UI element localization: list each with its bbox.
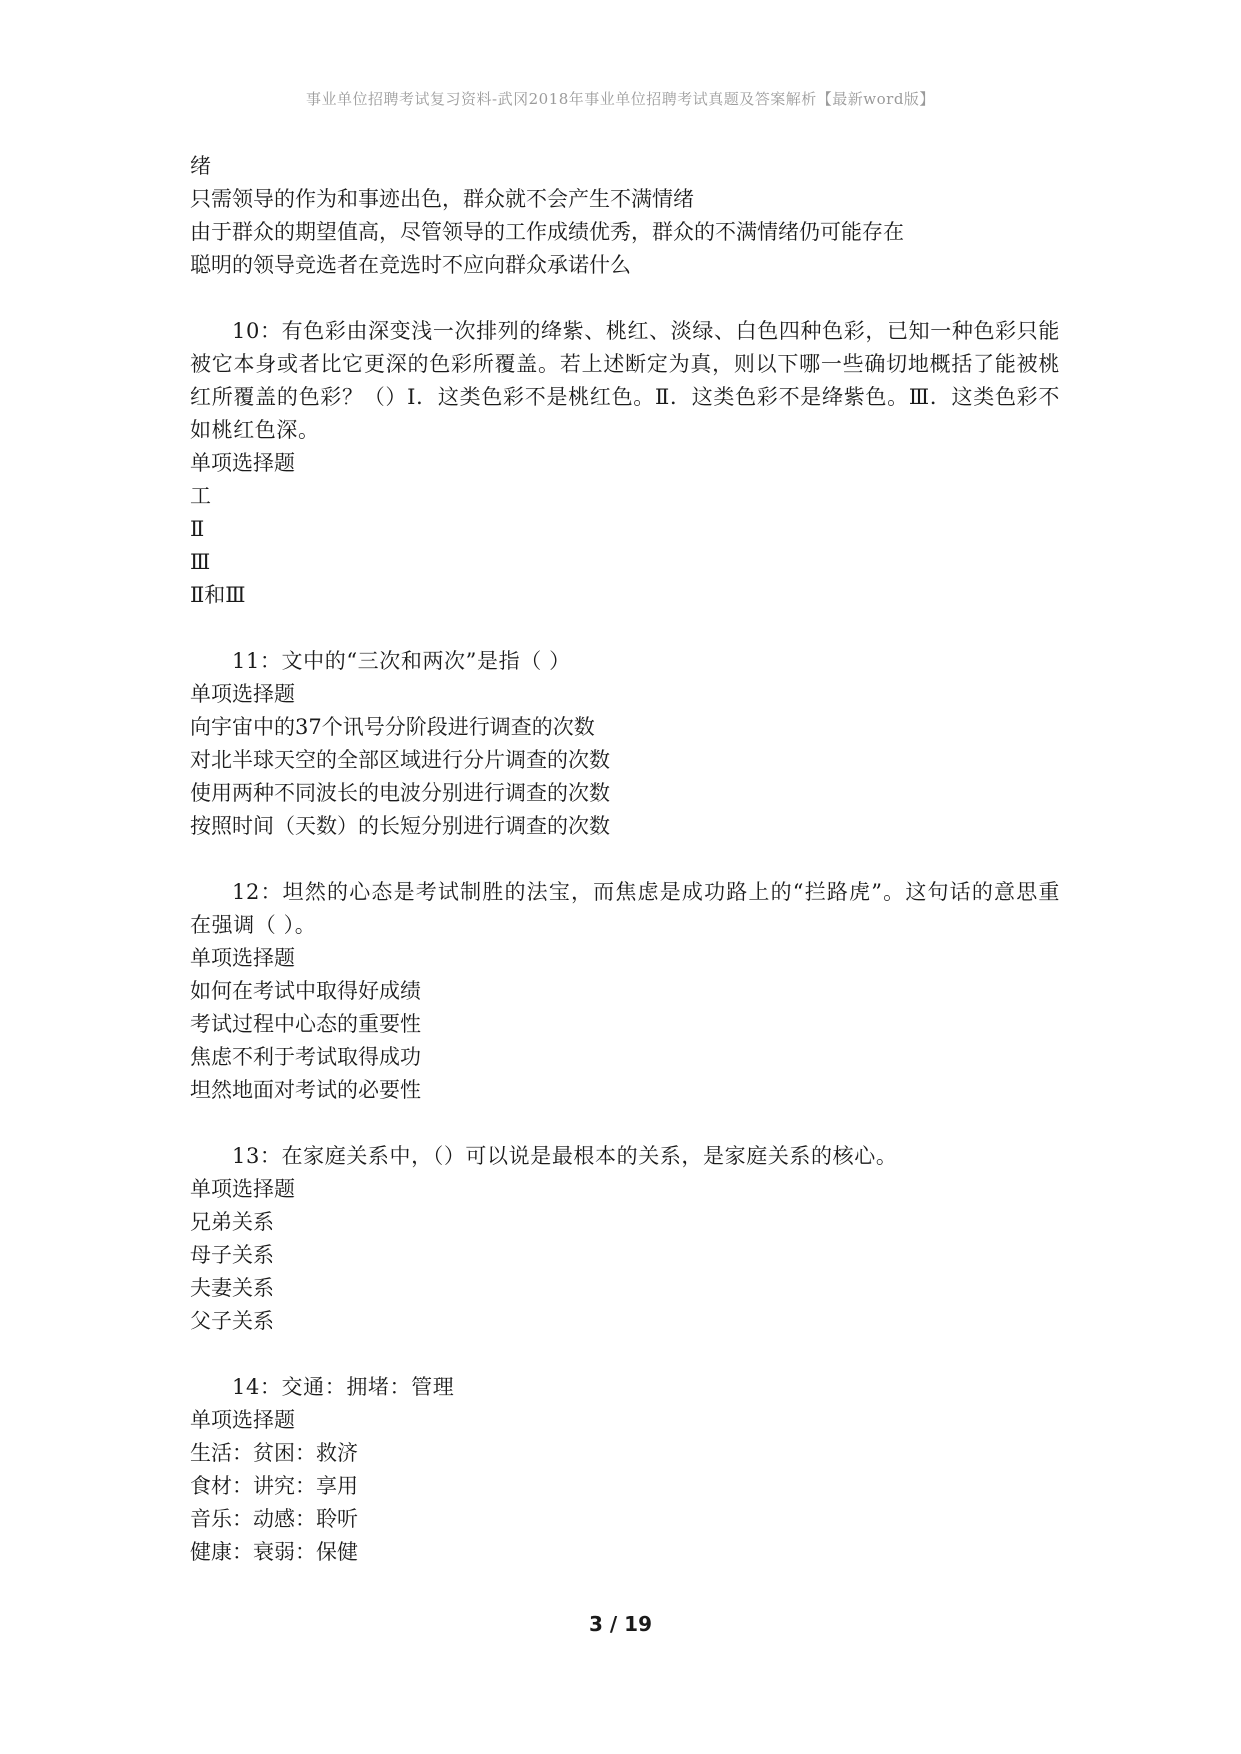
answer-option: 兄弟关系 — [190, 1210, 274, 1234]
answer-option: 如何在考试中取得好成绩 — [190, 979, 421, 1003]
answer-option: 只需领导的作为和事迹出色，群众就不会产生不满情绪 — [190, 187, 694, 211]
answer-option: 按照时间（天数）的长短分别进行调查的次数 — [190, 814, 610, 838]
continuation-line: 绪 — [190, 154, 211, 178]
answer-option: Ⅲ — [190, 550, 211, 574]
answer-option: 由于群众的期望值高，尽管领导的工作成绩优秀，群众的不满情绪仍可能存在 — [190, 220, 904, 244]
answer-option: 母子关系 — [190, 1243, 274, 1267]
continuation-block — [190, 150, 1060, 282]
question-type: 单项选择题 — [190, 451, 295, 475]
answer-option: 焦虑不利于考试取得成功 — [190, 1045, 421, 1069]
answer-option: Ⅱ — [190, 517, 205, 541]
question-text: 12：坦然的心态是考试制胜的法宝，而焦虑是成功路上的“拦路虎”。这句话的意思重在强调（ ）。 — [190, 880, 1060, 937]
answer-option: 食材：讲究：享用 — [190, 1474, 358, 1498]
question-text: 11：文中的“三次和两次”是指（ ） — [232, 649, 571, 673]
question-type: 单项选择题 — [190, 682, 295, 706]
question-11 — [190, 645, 1060, 843]
question-13 — [190, 1140, 1060, 1338]
answer-option: 向宇宙中的37个讯号分阶段进行调查的次数 — [190, 715, 595, 739]
page-header: 事业单位招聘考试复习资料-武冈2018年事业单位招聘考试真题及答案解析【最新word版】 — [306, 90, 935, 108]
answer-option: 使用两种不同波长的电波分别进行调查的次数 — [190, 781, 610, 805]
question-10 — [190, 315, 1060, 612]
answer-option: 坦然地面对考试的必要性 — [190, 1078, 421, 1102]
question-text: 13：在家庭关系中，（）可以说是最根本的关系，是家庭关系的核心。 — [232, 1144, 898, 1168]
answer-option: 健康：衰弱：保健 — [190, 1540, 358, 1564]
answer-option: 考试过程中心态的重要性 — [190, 1012, 421, 1036]
answer-option: 音乐：动感：聆听 — [190, 1507, 358, 1531]
answer-option: 夫妻关系 — [190, 1276, 274, 1300]
question-14 — [190, 1371, 1060, 1569]
question-type: 单项选择题 — [190, 946, 295, 970]
answer-option: Ⅱ和Ⅲ — [190, 583, 246, 607]
page-number: 3 / 19 — [589, 1612, 652, 1636]
answer-option: 对北半球天空的全部区域进行分片调查的次数 — [190, 748, 610, 772]
question-type: 单项选择题 — [190, 1177, 295, 1201]
question-type: 单项选择题 — [190, 1408, 295, 1432]
answer-option: 生活：贫困：救济 — [190, 1441, 358, 1465]
question-text: 14：交通：拥堵：管理 — [232, 1375, 455, 1399]
question-12 — [190, 876, 1060, 1107]
document-body — [190, 150, 1060, 1569]
answer-option: 工 — [190, 484, 211, 508]
answer-option: 聪明的领导竞选者在竞选时不应向群众承诺什么 — [190, 253, 631, 277]
question-text: 10：有色彩由深变浅一次排列的绛紫、桃红、淡绿、白色四种色彩，已知一种色彩只能被它本身或者比它更深的色彩所覆盖。若上述断定为真，则以下哪一些确切地概括了能被桃红所覆盖的色彩？（）Ⅰ．这类色彩不是桃红色。Ⅱ．这类色彩不是绛紫色。Ⅲ．这类色彩不如桃红色深。 — [190, 319, 1060, 442]
answer-option: 父子关系 — [190, 1309, 274, 1333]
